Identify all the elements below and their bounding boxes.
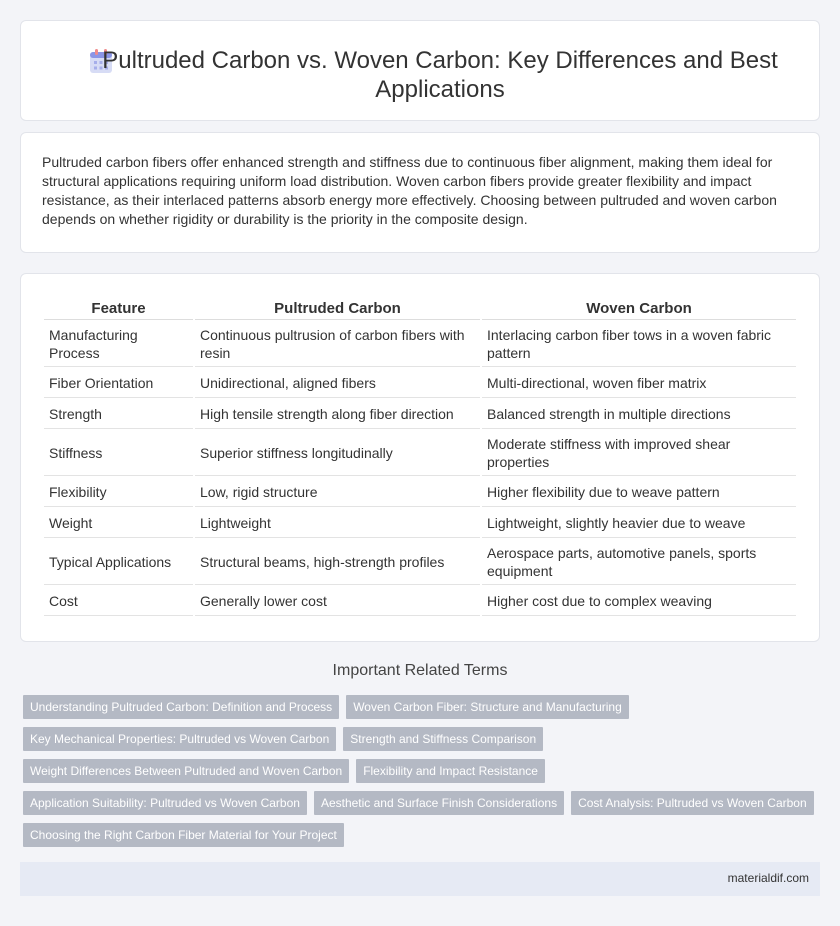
intro-card xyxy=(20,132,820,253)
table-cell: Superior stiffness longitudinally xyxy=(195,431,480,476)
table-cell: Moderate stiffness with improved shear properties xyxy=(482,431,796,476)
footer xyxy=(20,862,820,896)
related-term-tag[interactable]: Understanding Pultruded Carbon: Definition and Process xyxy=(23,695,339,719)
table-row xyxy=(44,431,796,476)
table-cell: Higher cost due to complex weaving xyxy=(482,587,796,616)
table-cell: Flexibility xyxy=(44,478,193,507)
table-cell: Lightweight, slightly heavier due to weave xyxy=(482,509,796,538)
table-cell: Generally lower cost xyxy=(195,587,480,616)
related-term-tag[interactable]: Strength and Stiffness Comparison xyxy=(343,727,543,751)
table-cell: Lightweight xyxy=(195,509,480,538)
related-term-tag[interactable]: Cost Analysis: Pultruded vs Woven Carbon xyxy=(571,791,814,815)
related-term-tag[interactable]: Weight Differences Between Pultruded and Woven Carbon xyxy=(23,759,349,783)
related-terms-title: Important Related Terms xyxy=(332,662,508,679)
table-row xyxy=(44,540,796,585)
related-term-tag[interactable]: Application Suitability: Pultruded vs Woven Carbon xyxy=(23,791,307,815)
comparison-table-card xyxy=(20,273,820,642)
header-card xyxy=(20,20,820,121)
header-pultruded: Pultruded Carbon xyxy=(195,299,480,320)
table-cell: Unidirectional, aligned fibers xyxy=(195,369,480,398)
footer-site-link[interactable]: materialdif.com xyxy=(727,871,809,885)
table-row xyxy=(44,478,796,507)
table-cell: Manufacturing Process xyxy=(44,322,193,367)
comparison-table xyxy=(42,297,798,618)
table-header-row xyxy=(44,299,796,320)
table-cell: Low, rigid structure xyxy=(195,478,480,507)
related-term-tag[interactable]: Flexibility and Impact Resistance xyxy=(356,759,545,783)
table-cell: Fiber Orientation xyxy=(44,369,193,398)
related-term-tag[interactable]: Woven Carbon Fiber: Structure and Manufacturing xyxy=(346,695,629,719)
table-cell: Interlacing carbon fiber tows in a woven fabric pattern xyxy=(482,322,796,367)
table-cell: Weight xyxy=(44,509,193,538)
header-feature: Feature xyxy=(44,299,193,320)
table-cell: Higher flexibility due to weave pattern xyxy=(482,478,796,507)
page-title: Pultruded Carbon vs. Woven Carbon: Key Differences and Best Applications xyxy=(102,47,778,103)
table-cell: Continuous pultrusion of carbon fibers with resin xyxy=(195,322,480,367)
table-row xyxy=(44,322,796,367)
table-cell: Stiffness xyxy=(44,431,193,476)
table-cell: Multi-directional, woven fiber matrix xyxy=(482,369,796,398)
table-cell: Structural beams, high-strength profiles xyxy=(195,540,480,585)
table-cell: Cost xyxy=(44,587,193,616)
related-term-tag[interactable]: Key Mechanical Properties: Pultruded vs Woven Carbon xyxy=(23,727,336,751)
related-term-tag[interactable]: Aesthetic and Surface Finish Considerations xyxy=(314,791,564,815)
table-cell: Typical Applications xyxy=(44,540,193,585)
related-terms-list xyxy=(23,695,823,847)
table-row xyxy=(44,587,796,616)
table-cell: Balanced strength in multiple directions xyxy=(482,400,796,429)
table-cell: Aerospace parts, automotive panels, sports equipment xyxy=(482,540,796,585)
table-row xyxy=(44,369,796,398)
table-row xyxy=(44,509,796,538)
table-cell: High tensile strength along fiber direction xyxy=(195,400,480,429)
header-woven: Woven Carbon xyxy=(482,299,796,320)
table-row xyxy=(44,400,796,429)
related-term-tag[interactable]: Choosing the Right Carbon Fiber Material for Your Project xyxy=(23,823,344,847)
table-cell: Strength xyxy=(44,400,193,429)
intro-text: Pultruded carbon fibers offer enhanced strength and stiffness due to continuous fiber alignment, making them ideal for structural applications requiring uniform load distribution. Woven carbon fibers provide greater flexibility and impact resistance, as their interlaced patterns absorb energy more effectively. Choosing between pultruded and woven carbon depends on whether rigidity or durability is the priority in the composite design. xyxy=(42,154,777,227)
